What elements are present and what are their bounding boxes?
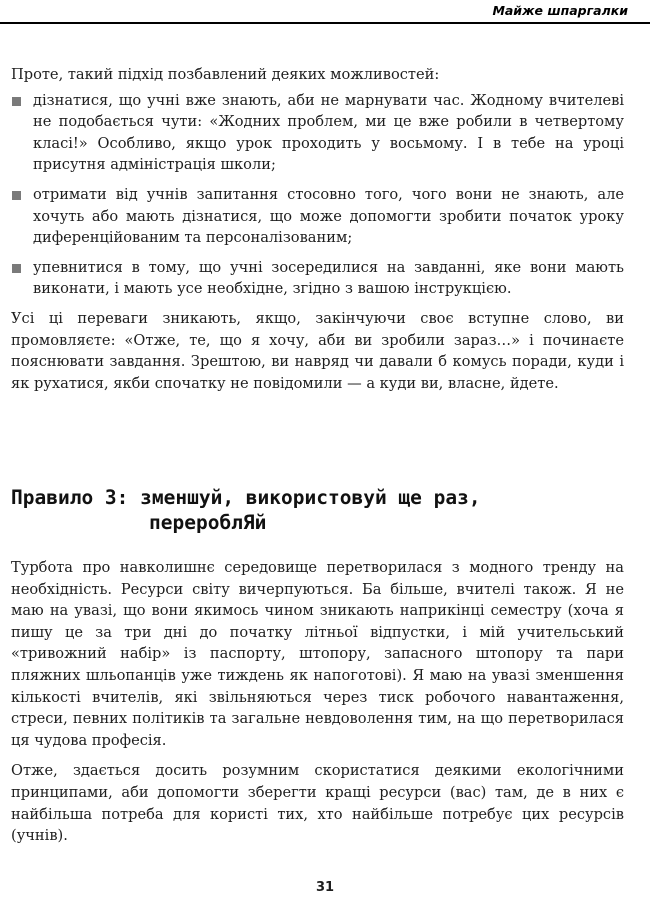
intro-paragraph: Проте, такий підхід позбавлений деяких можливостей: xyxy=(11,66,440,83)
section-paragraph: Турбота про навколишнє середовище перетворилася з модного тренду на необхідність. Ресурси світу вичерпуються. Ба більше, вчителі також. Я не маю на увазі, що вони якимось чином зникають наприкінці семестру (хоча я пишу це за три дні до початку літньої відпустки, і мій учительський «тривожний набір» із паспорту, штопору, запасного штопору та пари пляжних шльопанців уже тиждень як напоготові). Я маю на увазі зменшення кількості вчителів, які звільняються через тиск робочого навантаження, стреси, певних політиків та загальне невдоволення тим, на що перетворилася ця чудова професія. xyxy=(11,559,624,749)
section-paragraph: Отже, здається досить розумним скористатися деякими екологічними принципами, аби допомогти зберегти кращі ресурси (вас) там, де в них є найбільша потреба для користі тих, хто найбільше потребує цих ресурсів (учнів). xyxy=(11,762,624,845)
header-rule xyxy=(0,22,650,24)
section-heading-line-1: Правило 3: зменшуй, використовуй ще раз, xyxy=(11,486,481,509)
running-header xyxy=(0,0,650,22)
summary-paragraph: Усі ці переваги зникають, якщо, закінчуючи своє вступне слово, ви промовляєте: «Отже, те, що я хочу, аби ви зробили зараз…» і починаєте пояснювати завдання. Зрештою, ви навряд чи давали б комусь поради, куди і як рухатися, якби спочатку не повідомили — а куди ви, власне, йдете. xyxy=(11,309,624,392)
list-item-text: упевнитися в тому, що учні зосередилися на завданні, яке вони мають виконати, і мають усе необхідне, згідно з вашою інструкцією. xyxy=(33,258,624,298)
square-bullet-icon xyxy=(12,264,21,273)
page-body-section xyxy=(11,557,624,847)
page-body-top xyxy=(11,64,624,394)
section-heading-line-2: перероблЯй xyxy=(149,511,267,534)
list-item-text: отримати від учнів запитання стосовно того, чого вони не знають, але хочуть або мають дізнатися, що може допомогти зробити початок уроку диференційованим та персоналізованим; xyxy=(33,185,624,247)
bullet-list xyxy=(11,90,624,300)
square-bullet-icon xyxy=(12,191,21,200)
running-header-title: Майже шпаргалки xyxy=(492,3,628,18)
list-item xyxy=(11,257,624,300)
square-bullet-icon xyxy=(12,97,21,106)
list-item xyxy=(11,90,624,176)
section-heading xyxy=(11,485,481,535)
page-number: 31 xyxy=(315,880,335,895)
list-item xyxy=(11,184,624,249)
list-item-text: дізнатися, що учні вже знають, аби не марнувати час. Жодному вчителеві не подобається чути: «Жодних проблем, ми це вже робили в четвертому класі!» Особливо, якщо урок проходить у восьмому. І в тебе на уроці присутня адміністрація школи; xyxy=(33,91,624,174)
